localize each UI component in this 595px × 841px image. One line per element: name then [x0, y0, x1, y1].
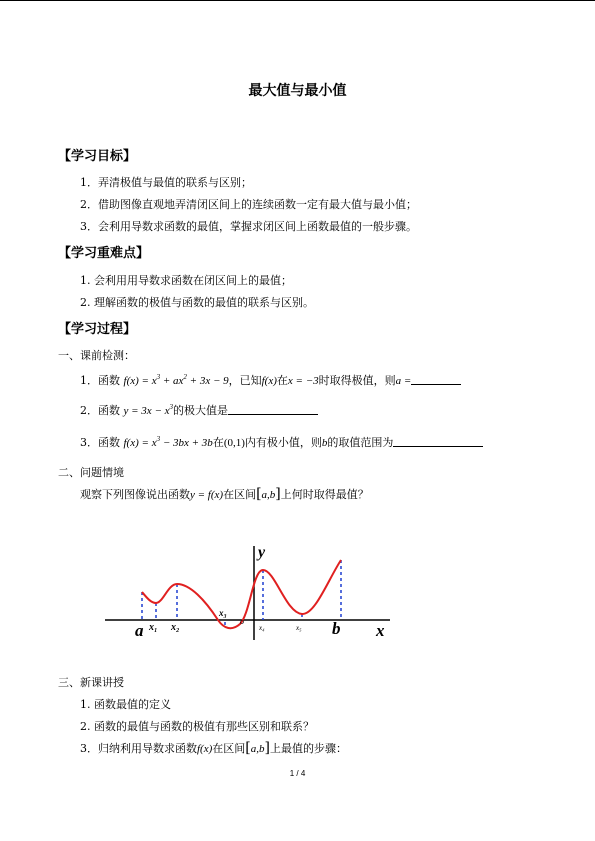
top-rule [0, 0, 595, 1]
page-title: 最大值与最小值 [248, 83, 347, 99]
section1-title: 一、课前检测： [58, 349, 135, 362]
x-label: x [376, 621, 385, 640]
answer-blank-1[interactable] [411, 374, 461, 385]
section3-item-3: 3．归纳利用导数求函数f(x)在区间[a,b]上最值的步骤： [80, 740, 347, 756]
question-1: 1．函数 $f(x) = x^3 + ax^2 + 3x - 9$，已知f(x)在x = −3时取得极值，则a = [80, 372, 461, 388]
x1-label: x₁ [149, 622, 158, 633]
section3-item-1: 1. 函数最值的定义 [80, 698, 171, 711]
page-number: 1 / 4 [289, 769, 306, 778]
answer-blank-3[interactable] [393, 436, 483, 447]
origin-label: o [240, 617, 244, 626]
section3-title: 三、新课讲授 [58, 676, 124, 689]
b-label: b [332, 619, 341, 638]
x3-label: x₃ [219, 608, 227, 618]
answer-blank-2[interactable] [228, 404, 318, 415]
key-point-1: 1. 会利用用导数求函数在闭区间上的最值； [80, 274, 292, 287]
x5-label: x₅ [296, 624, 302, 632]
function-graph [100, 540, 400, 644]
heading-process: 【学习过程】 [58, 322, 137, 337]
objective-1: 1．弄清极值与最值的联系与区别； [80, 176, 252, 189]
heading-key-points: 【学习重难点】 [58, 246, 150, 261]
objective-3: 3．会利用导数求函数的最值，掌握求闭区间上函数最值的一般步骤。 [80, 220, 417, 233]
question-3: 3．函数 $f(x) = x^3 - 3bx + 3b$在(0,1)内有极小值，则b的取值范围为 [80, 434, 483, 450]
key-point-2: 2. 理解函数的极值与函数的最值的联系与区别。 [80, 296, 314, 309]
heading-objectives: 【学习目标】 [58, 149, 137, 164]
a-label: a [135, 621, 144, 640]
x4-label: x₄ [259, 624, 265, 632]
question-2: 2．函数 $y = 3x - x^3$的极大值是 [80, 402, 318, 418]
x2-label: x₂ [171, 622, 180, 633]
section2-question: 观察下列图像说出函数y = f(x)在区间[a,b]上何时取得最值？ [80, 486, 369, 502]
section3-item-2: 2. 函数的最值与函数的极值有那些区别和联系？ [80, 720, 314, 733]
section2-title: 二、问题情境 [58, 466, 124, 479]
y-label: y [258, 544, 266, 561]
objective-2: 2．借助图像直观地弄清闭区间上的连续函数一定有最大值与最小值； [80, 198, 417, 211]
